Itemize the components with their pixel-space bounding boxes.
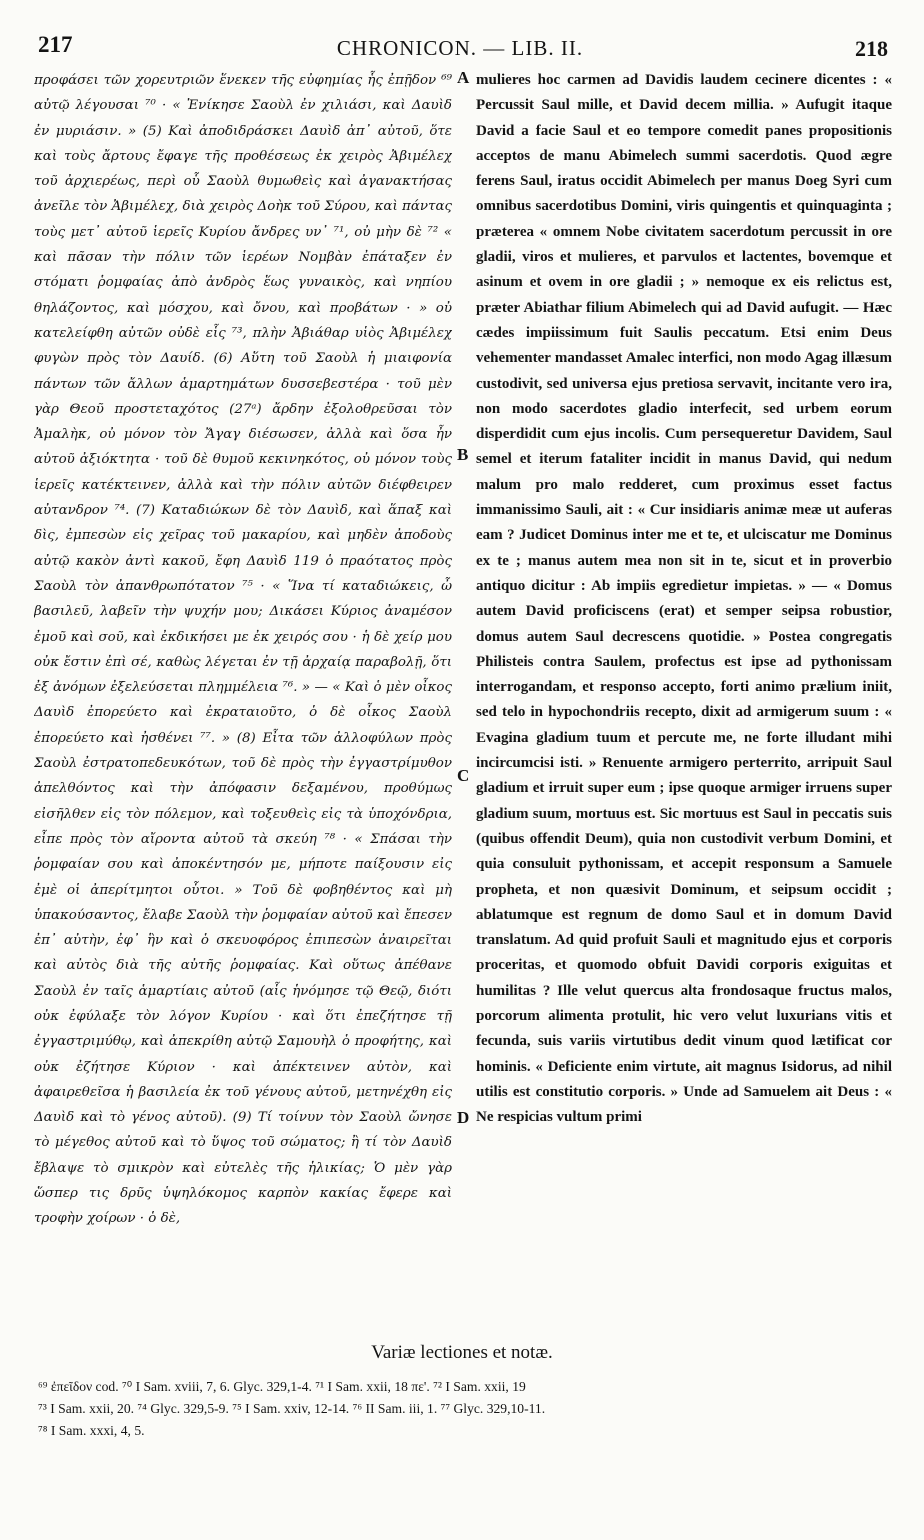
margin-letter-b: B [457,445,469,464]
page-header [32,28,888,68]
notes-title: Variæ lectiones et notæ. [371,1342,553,1363]
page-number-right: 218 [855,36,888,61]
running-title: CHRONICON. — LIB. II. [336,36,584,60]
margin-letter-a: A [457,68,470,87]
greek-column [34,68,452,1308]
page-number-left: 217 [38,32,73,57]
note-line: ⁶⁹ ἐπεῖδον cod. ⁷⁰ I Sam. xviii, 7, 6. Glyc. 329,1-4. ⁷¹ I Sam. xxii, 18 πε'. ⁷² I Sam. xxii, 19 [38,1379,526,1394]
latin-column [476,68,892,1308]
greek-text: προφάσει τῶν χορευτριῶν ἕνεκεν τῆς εὐφημίας ἧς ἐπῇδον ⁶⁹ αὐτῷ λέγουσαι ⁷⁰ · « Ἐνίκησε Σαοὺλ ἐν χιλιάσι, καὶ Δαυὶδ ἐν μυριάσιν. » (5) Καὶ ἀποδιδράσκει Δαυὶδ ἀπ᾽ αὐτοῦ, ὅτε καὶ τοὺς ἄρτους ἔφαγε τῆς προθέσεως ἐκ χειρὸς Ἀβιμέλεχ τοῦ ἀρχιερέως, περὶ οὗ Σαοὺλ θυμωθεὶς καὶ ἀγανακτήσας ἀνεῖλε τὸν Ἀβιμέλεχ, διὰ χειρὸς Δοὴκ τοῦ Σύρου, καὶ πάντας τοὺς μετ᾽ αὐτοῦ ἱερεῖς Κυρίου ἄνδρες υν᾽ ⁷¹, οὐ μὴν δὲ ⁷² « καὶ πᾶσαν τὴν πόλιν τῶν ἱερέων Νομβὰν ἐπάταξεν ἐν στόματι ῥομφαίας ἀπὸ ἀνδρὸς ἕως γυναικὸς, καὶ νηπίου θηλάζοντος, καὶ μόσχου, καὶ ὄνου, καὶ προβάτων · » οὐ κατελείφθη αὐτῶν οὐδὲ εἷς ⁷³, πλὴν Ἀβιάθαρ υἱὸς Ἀβιμέλεχ φυγὼν πρὸς τὸν Δαυίδ. (6) Αὕτη τοῦ Σαοὺλ ἡ μιαιφονία πάντων τῶν ἄλλων ἁμαρτημάτων δυσσεβεστέρα · τοῦ μὲν γὰρ Θεοῦ προστεταχότος (27ᵃ) ἄρδην ἐξολοθρεῦσαι τὸν Ἀμαλὴκ, οὐ μόνον τὸν Ἄγαγ διέσωσεν, ἀλλὰ καὶ ὅσα ἦν αὐτοῦ ἀξιόκτητα · τοῦ δὲ θυμοῦ κεκινηκότος, οὐ μόνον τοὺς ἱερεῖς κατέκτεινεν, ἀλλὰ καὶ τὴν πόλιν αὐτῶν διέφθειρεν αὐτανδρον ⁷⁴. (7) Καταδιώκων δὲ τὸν Δαυὶδ, καὶ ἅπαξ καὶ δὶς, ἐμπεσὼν εἰς χεῖρας τοῦ μακαρίου, καὶ μηδὲν ἀποδοὺς αὐτῷ κακὸν ἀντὶ κακοῦ, ἔφη Δαυὶδ 119 ὁ πραότατος πρὸς Σαοὺλ τὸν ἀπανθρωπότατον ⁷⁵ · « Ἵνα τί καταδιώκεις, ὦ βασιλεῦ, λαβεῖν τὴν ψυχήν μου; Δικάσει Κύριος ἀναμέσον ἐμοῦ καὶ σοῦ, καὶ ἐκδικήσει με ἐκ χειρός σου · ἡ δὲ χείρ μου οὐκ ἔστιν ἐπὶ σέ, καθὼς λέγεται ἐν τῇ ἀρχαίᾳ παραβολῇ, ὅτι ἐξ ἀνόμων ἐξελεύσεται πλημμέλεια ⁷⁶. » — « Καὶ ὁ μὲν οἶκος Δαυὶδ ἐπορεύετο καὶ ἐκραταιοῦτο, ὁ δὲ οἶκος Σαοὺλ ἐπορεύετο καὶ ἠσθένει ⁷⁷. » (8) Εἶτα τῶν ἀλλοφύλων πρὸς Σαοὺλ ἐστρατοπεδευκότων, τοῦ δὲ πρὸς τὴν ἐγγαστρίμυθον ἀπελθόντος καὶ τὴν ἀπόφασιν δεξαμένου, προθύμως εἰσῆλθεν εἰς τὸν πόλεμον, καὶ τοξευθεὶς εἰς τὰ ὑποχόνδρια, εἶπε πρὸς τὸν αἴροντα αὐτοῦ τὰ σκεύη ⁷⁸ · « Σπάσαι τὴν ῥομφαίαν σου καὶ ἀποκέντησόν με, μήποτε παίξουσιν εἰς ἐμὲ οἱ ἀπερίτμητοι οὗτοι. » Τοῦ δὲ φοβηθέντος καὶ μὴ ὑπακούσαντος, ἔλαβε Σαοὺλ τὴν ῥομφαίαν αὐτοῦ καὶ ἔπεσεν ἐπ᾽ αὐτὴν, ἐφ᾽ ἣν καὶ ὁ σκευοφόρος ἐπιπεσὼν ἀναιρεῖται καὶ αὐτὸς διὰ τῆς αὐτῆς ῥομφαίας. Καὶ οὕτως ἀπέθανε Σαοὺλ ἐν ταῖς ἁμαρτίαις αὐτοῦ (αἷς ἡνόμησε τῷ Θεῷ, διότι οὐκ ἐφύλαξε τὸν λόγον Κυρίου · καὶ ὅτι ἐπεζήτησε τῇ ἐγγαστριμύθῳ, καὶ ἀπεκρίθη αὐτῷ Σαμουὴλ ὁ προφήτης, καὶ οὐκ ἐζήτησε Κύριον · καὶ ἀπέκτεινεν αὐτὸν, καὶ ἀφαιρεθεῖσα ἡ βασιλεία ἐκ τοῦ γένους αὐτοῦ, μετηνέχθη εἰς Δαυὶδ καὶ τὸ γένος αὐτοῦ). (9) Τί τοίνυν τὸν Σαοὺλ ὤνησε τὸ μέγεθος αὐτοῦ καὶ τὸ ὕψος τοῦ σώματος; ἢ τί τὸν Δαυὶδ ἔβλαψε τὸ σμικρὸν καὶ εὐτελὲς τῆς ἡλικίας; Ὁ μὲν γὰρ ὥσπερ τις δρῦς ὑψηλόκομος καρπὸν κακίας ἔφερε καὶ τροφὴν χοίρων · ὁ δὲ, [34,73,452,1227]
note-line: ⁷³ I Sam. xxii, 20. ⁷⁴ Glyc. 329,5-9. ⁷⁵ I Sam. xxiv, 12-14. ⁷⁶ II Sam. iii, 1. ⁷⁷ Glyc. 329,10-11. [38,1401,546,1416]
margin-letter-c: C [457,766,470,785]
notes-block [38,1376,884,1442]
note-line: ⁷⁸ I Sam. xxxi, 4, 5. [38,1423,145,1438]
latin-text: mulieres hoc carmen ad Davidis laudem cecinere dicentes : « Percussit Saul mille, et David decem millia. » Aufugit itaque David a facie Saul et eo tempore comedit panes propositionis acceptos de manu Abimelech summi sacerdotis. Quod ægre ferens Saul, iratus occidit Abimelech per manus Doeg Syri cum omnibus sacerdotibus Domini, viris quingentis et quinquaginta ; præterea « omnem Nobe civitatem sacerdotum percussit in ore gladii, viros et mulieres, et parvulos et lactentes, bovemque et asinum et ovem in ore gladii ; » nemoque ex eis relictus est, præter Abiathar filium Abimelech qui ad David aufugit. — Hæc cædes impiissimum fuit Saulis peccatum. Etsi enim Deus vehementer mandasset Amalec interfici, non modo Agag illæsum custodivit, sed universa ejus pretiosa servavit, incitante vero ira, non modo sacerdotes gladio interfecit, sed urbem eorum disperdidit cum ejus incolis. Cum persequeretur Davidem, Saul semel et iterum fataliter incidit in manus David, qui nedum malum pro malo redderet, cum proximus esset factus immanissimo Sauli, ait : « Cur insidiaris animæ meæ ut auferas eam ? Judicet Dominus inter me et te, et ulciscatur me Dominus ex te ; manus autem mea non sit in te, sicut et in proverbio antiquo dicitur : Ab impiis egredietur impietas. » — « Domus autem David proficiscens (erat) et semper seipsa robustior, domus autem Saul decrescens quotidie. » Postea congregatis Philisteis contra Saulem, profectus est ipse ad pythonissam interrogandam, et responso accepto, forti animo prælium iniit, sed telo in hypochondriis recepto, dixit ad armigerum suum : « Evagina gladium tuum et percute me, ne forte illudant mihi incircumcisi isti. » Renuente armigero perterrito, arripuit Saul gladium et irruit super eum ; ipse quoque armiger irruens super gladium suum, mortuus est. Sic mortuus est Saul in peccatis suis (quibus offendit Deum), quia non custodivit verbum Domini, et quia consuluit pythonissam, et accepit responsum a Samuele propheta, et non quæsivit Dominum, et seipsum occidit ; ablatumque est regnum de domo Saul et in domum David translatum. Ad quid profuit Sauli et magnitudo ejus et corporis proceritas, et quomodo obfuit Davidi corporis exiguitas et humilitas ? Ille velut quercus alta frondosaque fructus malos, porcorum alimenta protulit, hic vero velut luxurians vitis et fecunda, suis variis virtutibus dedit vinum quod lætificat cor hominis. « Deficiente enim virtute, ait magnus Isidorus, ad nihil utilis est constitutio corporis. » Unde ad Samuelem ait Deus : « Ne respicias vultum primi [476,72,892,1126]
margin-letter-d: D [457,1108,470,1127]
